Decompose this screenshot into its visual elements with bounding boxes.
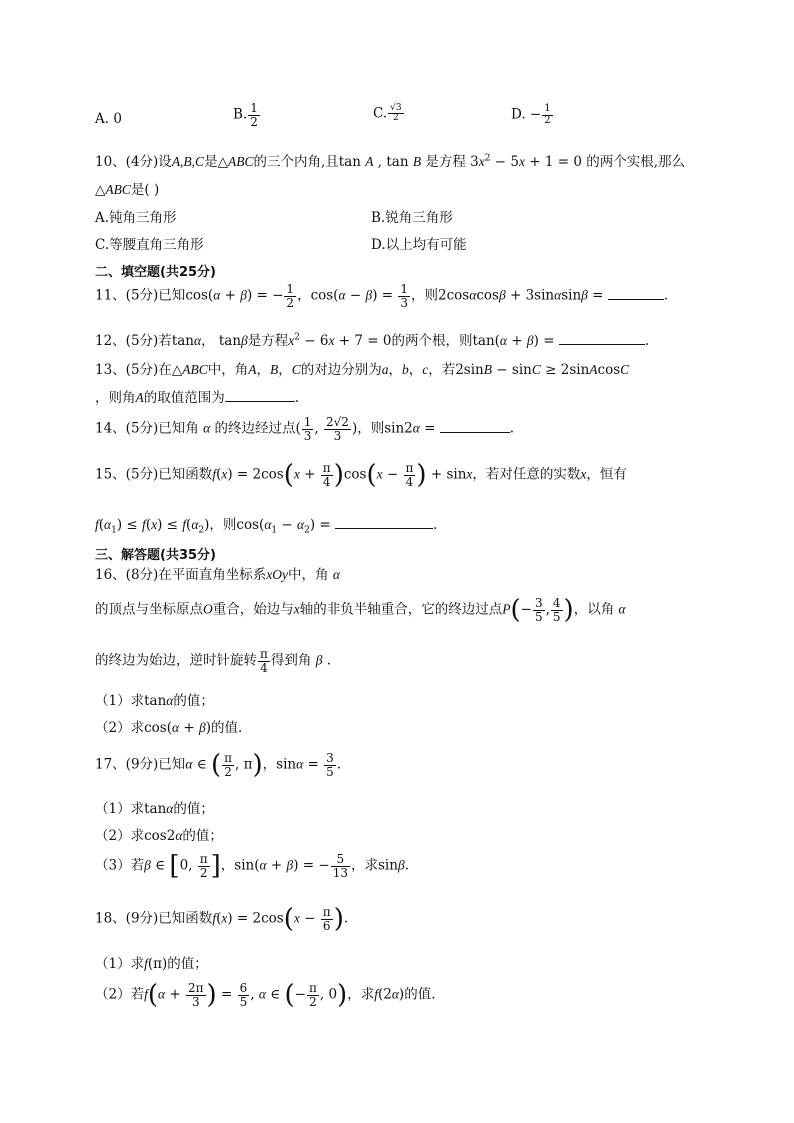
- question-16-part-1: （1）求tanα的值；: [95, 693, 214, 709]
- section-title-solve: 三、解答题(共35分): [95, 548, 216, 563]
- question-15: 15、(5分)已知函数f(x) = 2cos(x + $\frac{\pi}{4}$ )cos(x − $\frac{\pi}{4}$ ) + sinx，若对任意的实数x，恒有: [95, 460, 627, 491]
- q10-option-c: C.等腰直角三角形: [95, 237, 204, 253]
- question-16-line2: 的顶点与坐标原点O重合，始边与x轴的非负半轴重合，它的终边过点P(− $\frac{3}{5}$ , $\frac{4}{5}$ )，以角 α: [95, 595, 626, 626]
- question-17-part-3: （3）若β ∈ [0, $\frac{\pi}{2}$ ]，sin(α + β) = − $\frac{5}{13}$ ，求sinβ.: [95, 851, 409, 882]
- question-13-line2: ，则角A的取值范围为 .: [95, 390, 300, 406]
- section-title-fill-in: 二、填空题(共25分): [95, 265, 216, 280]
- question-10: 10、(4分)设A,B,C是△ABC的三个内角,且tan A , tan B 是方程 $3x^2 - 5x + 1 = 0$ 的两个实根,那么: [95, 153, 686, 170]
- question-17: 17、(9分)已知α ∈ ( $\frac{\pi}{2}$ , π)，sinα = $\frac{3}{5}$ .: [95, 750, 342, 781]
- q9-option-c: C. $\frac{√3}{2}$: [373, 103, 402, 124]
- question-17-part-2: （2）求cos2α的值；: [95, 828, 223, 844]
- question-11: 11、(5分)已知cos(α + β) = − $\frac{1}{2}$ ，cos(α − β) = $\frac{1}{3}$ ，则2cosαcosβ + 3sinαsinβ = .: [95, 282, 669, 310]
- question-16: 16、(8分)在平面直角坐标系xOy中，角 α: [95, 567, 340, 583]
- question-18-part-2: （2）若f(α + $\frac{2\pi}{3}$ ) = $\frac{6}{5}$ , α ∈ (− $\frac{\pi}{2}$ , 0)，求f(2α)的值.: [95, 980, 436, 1011]
- q9-option-d: D. − $\frac{1}{2}$: [511, 103, 551, 126]
- question-18-part-1: （1）求f(π)的值；: [95, 956, 208, 972]
- question-18: 18、(9分)已知函数f(x) = 2cos(x − $\frac{\pi}{6}$ ).: [95, 904, 349, 935]
- question-16-part-2: （2）求cos(α + β)的值.: [95, 720, 243, 736]
- q10-option-a: A.钝角三角形: [95, 210, 177, 226]
- question-17-part-1: （1）求tanα的值；: [95, 801, 214, 817]
- question-16-line3: 的终边为始边，逆时针旋转 $\frac{\pi}{4}$ 得到角 β .: [95, 647, 332, 675]
- question-13: 13、(5分)在△ABC中，角A，B，C的对边分别为a，b，c，若2sinB − sinC ≥ 2sinAcosC: [95, 362, 630, 378]
- q9-option-a: A. 0: [95, 111, 122, 127]
- q9-option-b: B. $\frac{1}{2}$: [233, 101, 258, 129]
- question-14: 14、(5分)已知角 α 的终边经过点( $\frac{1}{3}$ , $\frac{2√2}{3}$ )，则sin2α = .: [95, 415, 515, 443]
- question-12: 12、(5分)若tanα， tanβ是方程$x^2 - 6x + 7 = 0$的两个根，则tan(α + β) = .: [95, 332, 650, 349]
- q10-option-b: B.锐角三角形: [371, 210, 453, 226]
- q10-option-d: D.以上均有可能: [371, 237, 467, 253]
- question-10-line2: △ABC是( ): [95, 182, 160, 198]
- question-15-line2: $f(\alpha_1) \le f(x) \le f(\alpha_2)$，则$\cos(\alpha_1 - \alpha_2)$ = .: [95, 517, 438, 536]
